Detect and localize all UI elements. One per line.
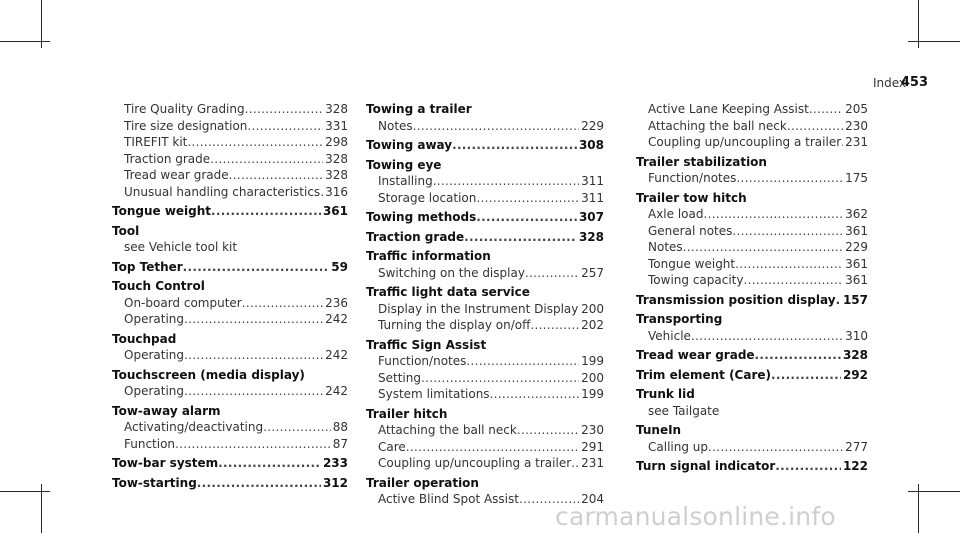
subentry-text: Operating [124,348,184,362]
page-ref: 361 [845,223,868,238]
page-ref: 88 [332,420,348,434]
index-subentry [636,272,868,289]
index-entry [636,292,868,309]
index-subentry [366,422,604,439]
index-subentry [636,239,868,256]
index-entry [636,311,868,344]
dot-leader [184,311,323,328]
heading-text: Traffic information [366,249,491,263]
heading-text: Tow-starting [112,475,197,490]
index-subentry [112,151,348,168]
dot-leader [263,419,331,436]
subentry-text: Tongue weight [648,256,736,271]
dot-leader [464,229,577,246]
dot-leader [708,439,843,456]
index-subentry [112,167,348,184]
index-entry [366,248,604,281]
index-entry [112,259,348,276]
reference-text: see Tailgate [648,403,720,418]
cross-reference [636,403,868,420]
page-ref: 311 [581,190,604,205]
dot-leader [490,386,580,403]
page-ref: 310 [845,328,868,343]
index-subentry [112,419,348,436]
index-subentry [636,206,868,223]
index-subentry [636,256,868,273]
dot-leader [691,328,843,345]
dot-leader [683,239,843,256]
index-subentry [112,134,348,151]
heading-text: Traffic Sign Assist [366,337,487,352]
subentry-text: Attaching the ball neck [378,423,517,437]
page-ref: 361 [845,273,868,287]
index-heading [112,403,348,420]
page-ref: 328 [325,151,348,166]
index-heading [636,190,868,207]
subentry-text: Unusual handling characteristics [124,184,321,199]
page-ref: 242 [325,384,348,398]
page-ref: 242 [325,312,348,326]
heading-text: Trailer stabilization [636,154,767,169]
heading-text: Touch Control [112,279,205,293]
page-ref: 328 [325,168,348,182]
heading-text: Touchscreen (media display) [112,367,305,382]
subentry-text: Turning the display on/off [378,318,531,332]
subentry-text: Notes [648,240,683,254]
dot-leader [743,272,843,289]
dot-leader [771,367,841,384]
dot-leader [775,458,841,475]
index-entry [636,422,868,455]
index-entry [366,284,604,334]
dot-leader [809,101,843,118]
page-ref: 328 [325,102,348,116]
page-ref: 200 [581,370,604,385]
index-entry [112,331,348,364]
dot-leader [736,170,843,187]
index-subentry [366,386,604,403]
dot-leader [476,209,577,226]
entry-gap [112,491,348,494]
index-subentry [366,455,604,472]
page-header [760,76,960,96]
page-ref: 87 [332,436,348,451]
page-ref: 236 [325,295,348,310]
index-subentry [112,184,348,201]
page-ref: 316 [325,184,348,199]
heading-text: Towing eye [366,157,442,172]
dot-leader [421,370,579,387]
index-heading [366,229,604,246]
index-subentry [366,173,604,190]
heading-text: Tool [112,223,140,238]
page-ref: 308 [578,138,604,152]
heading-text: Towing away [366,138,453,152]
index-heading [636,367,868,384]
index-subentry [366,190,604,207]
subentry-text: Traction grade [124,151,211,166]
subentry-text: System limitations [378,387,490,401]
index-entry [112,403,348,453]
heading-text: Turn signal indicator [636,459,776,473]
subentry-text: Display in the Instrument Display [378,301,579,316]
page-ref: 328 [578,229,604,244]
subentry-text: Calling up [648,439,708,454]
index-subentry [636,223,868,240]
index-subentry [636,170,868,187]
subentry-text: Operating [124,312,184,326]
index-heading [112,475,348,492]
heading-text: Trailer tow hitch [636,190,747,205]
index-entry [366,101,604,134]
subentry-text: Vehicle [648,328,691,343]
page-ref: 205 [845,102,868,116]
index-entry [366,209,604,226]
index-entry [112,203,348,220]
index-entry [636,347,868,364]
index-subentry [112,101,348,118]
index-subentry [366,301,604,318]
index-subentry [112,118,348,135]
dot-leader [517,422,579,439]
heading-text: Traction grade [366,229,465,244]
subentry-text: Tire size designation [124,118,248,133]
index-subentry [636,439,868,456]
index-subentry [636,101,868,118]
page-ref: 122 [842,459,868,473]
subentry-text: Installing [378,174,433,188]
dot-leader [452,137,577,154]
subentry-text: Function/notes [648,171,737,185]
index-entry [112,367,348,400]
page-ref: 298 [325,135,348,149]
page-ref: 230 [845,118,868,133]
subentry-text: Tire Quality Grading [124,102,245,116]
subentry-text: Coupling up/uncoupling a trailer [648,135,842,149]
index-heading [112,259,348,276]
header-label: Index [872,76,906,90]
heading-text: Trunk lid [636,387,695,401]
index-heading [636,422,868,439]
heading-text: Trailer operation [366,475,479,490]
dot-leader [197,475,321,492]
heading-text: Traffic light data service [366,285,530,299]
page-number: 453 [900,75,928,90]
index-heading [366,406,604,423]
subentry-text: Function/notes [378,354,467,368]
index-subentry [636,328,868,345]
page-ref: 328 [842,348,868,362]
page-ref: 230 [581,423,604,437]
reference-text: see Vehicle tool kit [124,240,238,254]
dot-leader [466,353,579,370]
index-entry [636,101,868,151]
page-ref: 277 [845,439,868,454]
dot-leader [571,455,579,472]
watermark: carmanualsonline.info [555,502,836,531]
dot-leader [210,151,323,168]
index-entry [366,229,604,246]
subentry-text: General notes [648,223,733,238]
index-heading [366,248,604,265]
subentry-text: Tread wear grade [124,168,229,182]
subentry-text: Active Blind Spot Assist [378,492,519,506]
page-ref: 59 [331,259,348,274]
heading-text: TuneIn [636,423,682,437]
index-subentry [112,347,348,364]
subentry-text: TIREFIT kit [124,135,188,149]
subentry-text: Axle load [648,207,704,221]
dot-leader [755,347,841,364]
page-ref: 157 [842,292,868,307]
page-ref: 242 [325,348,348,362]
heading-text: Transporting [636,312,723,326]
subentry-text: Activating/deactivating [124,420,264,434]
page-ref: 202 [581,318,604,332]
index-column-3 [636,101,868,478]
index-heading [112,367,348,384]
index-entry [112,455,348,472]
dot-leader [530,317,579,334]
entry-gap [636,475,868,478]
index-subentry [112,383,348,400]
heading-text: Top Tether [112,259,183,274]
page-ref: 312 [322,475,348,490]
crop-mark [908,41,960,42]
index-heading [366,157,604,174]
subentry-text: Towing capacity [648,273,744,287]
heading-text: Towing a trailer [366,102,472,116]
dot-leader [175,436,331,453]
dot-leader [413,118,579,135]
index-subentry [366,353,604,370]
subentry-text: Notes [378,118,413,133]
dot-leader [218,455,321,472]
index-entry [112,475,348,492]
page-ref: 229 [845,240,868,254]
dot-leader [787,118,843,135]
index-subentry [366,317,604,334]
index-entry [366,137,604,154]
subentry-text: Attaching the ball neck [648,118,787,133]
crop-mark [908,491,960,492]
index-heading [636,292,868,309]
page-ref: 199 [581,354,604,368]
subentry-text: Setting [378,370,421,385]
dot-leader [247,118,323,135]
index-column-2 [366,101,604,511]
dot-leader [732,223,843,240]
index-heading [112,203,348,220]
dot-leader [433,173,579,190]
index-heading [366,284,604,301]
index-subentry [366,439,604,456]
page-ref: 307 [578,210,604,224]
cross-reference [112,239,348,256]
heading-text: Towing methods [366,210,477,224]
dot-leader [184,383,323,400]
index-entry [366,406,604,472]
page-ref: 257 [581,265,604,280]
index-heading [366,337,604,354]
page-ref: 229 [581,118,604,133]
index-subentry [366,265,604,282]
index-subentry [366,370,604,387]
index-subentry [636,118,868,135]
dot-leader [187,134,323,151]
index-heading [636,386,868,403]
subentry-text: On-board computer [124,295,242,310]
page-ref: 231 [845,135,868,149]
page-ref: 291 [581,439,604,454]
page-ref: 204 [581,492,604,506]
page-ref: 311 [581,174,604,188]
page-ref: 361 [845,256,868,271]
index-subentry [112,311,348,328]
index-subentry [112,295,348,312]
dot-leader [476,190,579,207]
page-ref: 292 [842,367,868,382]
subentry-text: Storage location [378,190,477,205]
dot-leader [525,265,579,282]
index-entry [636,386,868,419]
heading-text: Trim element (Care) [636,367,771,382]
dot-leader [406,439,579,456]
index-entry [366,337,604,403]
dot-leader [183,259,330,276]
page-ref: 200 [581,301,604,316]
index-entry [636,190,868,289]
crop-mark [0,41,50,42]
subentry-text: Care [378,439,406,454]
heading-text: Transmission position display [636,292,836,307]
dot-leader [704,206,844,223]
index-entry [636,154,868,187]
dot-leader [211,203,321,220]
index-entry [112,223,348,256]
subentry-text: Coupling up/uncoupling a trailer [378,456,572,470]
dot-leader [242,295,323,312]
page-ref: 233 [322,456,348,470]
index-entry [112,101,348,200]
page-ref: 331 [325,118,348,133]
index-entry [366,157,604,207]
index-heading [112,223,348,240]
index-heading [366,137,604,154]
heading-text: Touchpad [112,331,177,346]
index-heading [636,154,868,171]
index-subentry [366,118,604,135]
index-heading [366,475,604,492]
index-entry [636,458,868,475]
subentry-text: Switching on the display [378,265,525,280]
index-heading [112,278,348,295]
subentry-text: Active Lane Keeping Assist [648,102,809,116]
index-heading [636,458,868,475]
index-heading [366,101,604,118]
heading-text: Tongue weight [112,204,212,218]
page-ref: 199 [581,387,604,401]
heading-text: Tread wear grade [636,348,755,362]
dot-leader [735,256,843,273]
heading-text: Tow-bar system [112,456,219,470]
index-heading [366,209,604,226]
dot-leader [245,101,323,118]
heading-text: Tow-away alarm [112,403,221,418]
heading-text: Trailer hitch [366,406,448,421]
crop-mark [0,491,50,492]
page-ref: 231 [581,456,604,470]
index-heading [636,311,868,328]
page-ref: 362 [845,207,868,221]
page-ref: 361 [322,204,348,218]
subentry-text: Function [124,436,176,451]
index-heading [636,347,868,364]
dot-leader [229,167,323,184]
page-ref: 175 [845,171,868,185]
index-entry [112,278,348,328]
index-subentry [636,134,868,151]
dot-leader [184,347,323,364]
index-entry [636,367,868,384]
index-column-1 [112,101,348,494]
subentry-text: Operating [124,384,184,398]
index-heading [112,331,348,348]
index-heading [112,455,348,472]
index-subentry [112,436,348,453]
